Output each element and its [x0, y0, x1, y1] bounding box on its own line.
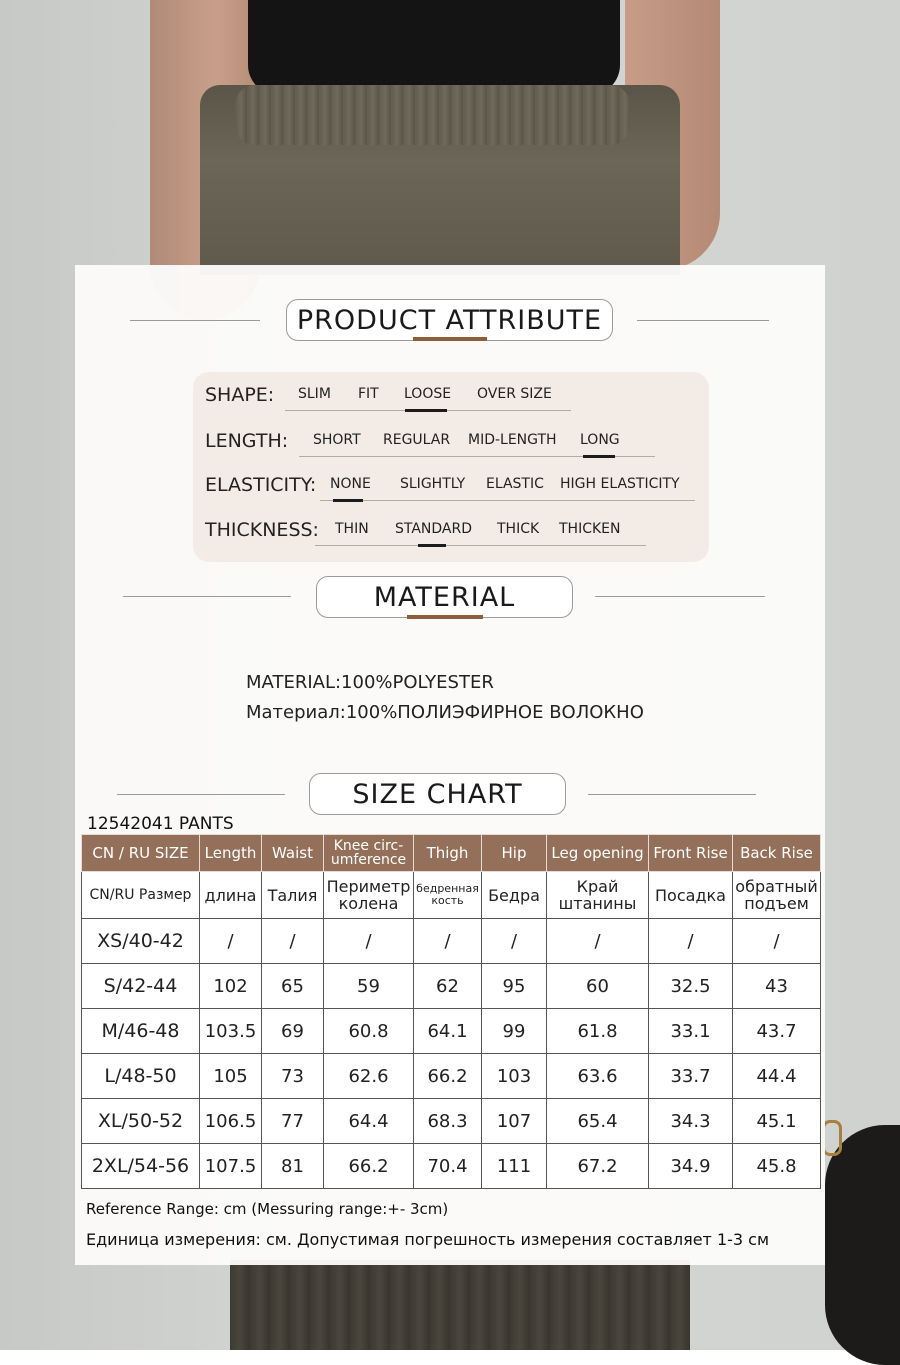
selected-marker [583, 455, 615, 458]
header-cell: Front Rise [649, 835, 733, 872]
option-baseline [320, 500, 695, 501]
bag-ring [822, 1120, 842, 1156]
header-row-ru [82, 872, 821, 919]
measure-cell: 61.8 [547, 1009, 649, 1054]
measure-cell: / [649, 919, 733, 964]
material-en: MATERIAL:100%POLYESTER [246, 672, 494, 693]
measure-cell: 111 [482, 1144, 547, 1189]
size-chart-heading [309, 773, 566, 815]
header-cell: Waist [262, 835, 324, 872]
divider-line [595, 596, 765, 597]
header-cell: Leg opening [547, 835, 649, 872]
size-cell: M/46-48 [82, 1009, 200, 1054]
selected-marker [405, 409, 447, 412]
measure-cell: / [262, 919, 324, 964]
ru-header-cell: Посадка [649, 872, 733, 919]
ru-header-cell: Край штанины [547, 872, 649, 919]
ru-header-cell: Бедра [482, 872, 547, 919]
product-code: 12542041 PANTS [87, 814, 234, 834]
material-ru: Материал:100%ПОЛИЭФИРНОЕ ВОЛОКНО [246, 702, 644, 723]
option-selected: STANDARD [395, 521, 473, 537]
measure-cell: 103.5 [200, 1009, 262, 1054]
attribute-box [193, 372, 709, 562]
attr-label: LENGTH: [205, 430, 289, 452]
measure-cell: 69 [262, 1009, 324, 1054]
size-rows [82, 919, 821, 1189]
measure-cell: / [482, 919, 547, 964]
option: HIGH ELASTICITY [560, 476, 680, 492]
table-row [82, 1099, 821, 1144]
attr-row-shape [193, 380, 709, 410]
measure-cell: 63.6 [547, 1054, 649, 1099]
divider-line [117, 794, 285, 795]
attr-row-thickness [193, 515, 709, 545]
option-baseline [315, 545, 646, 546]
size-cell: S/42-44 [82, 964, 200, 1009]
measure-cell: 33.1 [649, 1009, 733, 1054]
divider-line [123, 596, 291, 597]
option: MID-LENGTH [468, 432, 557, 448]
measure-cell: 66.2 [324, 1144, 414, 1189]
measure-cell: 95 [482, 964, 547, 1009]
table-row [82, 1054, 821, 1099]
header-cell: Thigh [414, 835, 482, 872]
measure-cell: / [733, 919, 821, 964]
attr-label: THICKNESS: [205, 519, 319, 541]
measure-cell: 67.2 [547, 1144, 649, 1189]
option-selected: LONG [580, 432, 620, 448]
measure-cell: 60.8 [324, 1009, 414, 1054]
measure-cell: 70.4 [414, 1144, 482, 1189]
measure-note-ru: Единица измерения: см. Допустимая погрешность измерения составляет 1-3 см [86, 1230, 770, 1249]
measure-cell: 66.2 [414, 1054, 482, 1099]
header-cell: Length [200, 835, 262, 872]
size-cell: XL/50-52 [82, 1099, 200, 1144]
round-bag [825, 1125, 900, 1365]
product-attribute-heading [286, 299, 613, 341]
header-row-en [82, 835, 821, 872]
measure-cell: 73 [262, 1054, 324, 1099]
model-black-top [248, 0, 620, 95]
material-heading [316, 576, 573, 618]
measure-cell: 81 [262, 1144, 324, 1189]
selected-marker [333, 499, 363, 502]
measure-cell: 43 [733, 964, 821, 1009]
measure-cell: / [414, 919, 482, 964]
ru-header-cell: Периметр колена [324, 872, 414, 919]
header-cell: CN / RU SIZE [82, 835, 200, 872]
measure-cell: / [200, 919, 262, 964]
measure-cell: 32.5 [649, 964, 733, 1009]
size-cell: L/48-50 [82, 1054, 200, 1099]
table-row [82, 964, 821, 1009]
attr-label: ELASTICITY: [205, 474, 317, 496]
attr-row-elasticity [193, 470, 709, 500]
ru-header-cell: CN/RU Размер [82, 872, 200, 919]
ru-header-cell: длина [200, 872, 262, 919]
ru-header-cell: Талия [262, 872, 324, 919]
material-title: MATERIAL [373, 581, 516, 613]
divider-line [588, 794, 756, 795]
measure-cell: 62.6 [324, 1054, 414, 1099]
measure-cell: / [547, 919, 649, 964]
selected-marker [418, 544, 446, 547]
option: FIT [358, 386, 379, 402]
divider-line [637, 320, 769, 321]
measure-cell: 107.5 [200, 1144, 262, 1189]
table-row [82, 1144, 821, 1189]
measure-cell: 45.8 [733, 1144, 821, 1189]
measure-cell: 65.4 [547, 1099, 649, 1144]
size-chart-title: SIZE CHART [352, 778, 523, 810]
option: THICK [497, 521, 540, 537]
product-attribute-title: PRODUCT ATTRIBUTE [296, 304, 603, 336]
measure-cell: 102 [200, 964, 262, 1009]
pants-hem [230, 1260, 690, 1350]
measure-cell: 64.4 [324, 1099, 414, 1144]
measure-cell: 34.9 [649, 1144, 733, 1189]
measure-cell: 33.7 [649, 1054, 733, 1099]
option: SLIGHTLY [400, 476, 466, 492]
measure-cell: 106.5 [200, 1099, 262, 1144]
header-cell: Hip [482, 835, 547, 872]
option-selected: LOOSE [404, 386, 452, 402]
table-row [82, 1009, 821, 1054]
option: ELASTIC [486, 476, 544, 492]
header-cell: Back Rise [733, 835, 821, 872]
measure-cell: 64.1 [414, 1009, 482, 1054]
attr-label: SHAPE: [205, 384, 275, 406]
info-panel [75, 265, 825, 1265]
table-row [82, 919, 821, 964]
option: SLIM [298, 386, 331, 402]
option: OVER SIZE [477, 386, 552, 402]
heading-accent [413, 337, 487, 341]
attr-row-length [193, 426, 709, 456]
elastic-waistband [235, 85, 630, 145]
measure-cell: / [324, 919, 414, 964]
measure-cell: 103 [482, 1054, 547, 1099]
measure-cell: 62 [414, 964, 482, 1009]
ru-header-cell: бедренная кость [414, 872, 482, 919]
measure-cell: 44.4 [733, 1054, 821, 1099]
measure-cell: 65 [262, 964, 324, 1009]
option: REGULAR [383, 432, 451, 448]
size-cell: 2XL/54-56 [82, 1144, 200, 1189]
option: THIN [335, 521, 369, 537]
measure-cell: 107 [482, 1099, 547, 1144]
divider-line [130, 320, 260, 321]
option-selected: NONE [330, 476, 371, 492]
heading-accent [407, 615, 483, 619]
option: THICKEN [559, 521, 621, 537]
size-cell: XS/40-42 [82, 919, 200, 964]
measure-note-en: Reference Range: cm (Messuring range:+- 3cm) [86, 1200, 449, 1218]
size-table [81, 834, 821, 1189]
measure-cell: 34.3 [649, 1099, 733, 1144]
ru-header-cell: обратный подъем [733, 872, 821, 919]
measure-cell: 59 [324, 964, 414, 1009]
measure-cell: 77 [262, 1099, 324, 1144]
measure-cell: 60 [547, 964, 649, 1009]
measure-cell: 68.3 [414, 1099, 482, 1144]
header-cell: Knee circ-umference [324, 835, 414, 872]
measure-cell: 105 [200, 1054, 262, 1099]
measure-cell: 43.7 [733, 1009, 821, 1054]
measure-cell: 99 [482, 1009, 547, 1054]
measure-cell: 45.1 [733, 1099, 821, 1144]
option: SHORT [313, 432, 361, 448]
